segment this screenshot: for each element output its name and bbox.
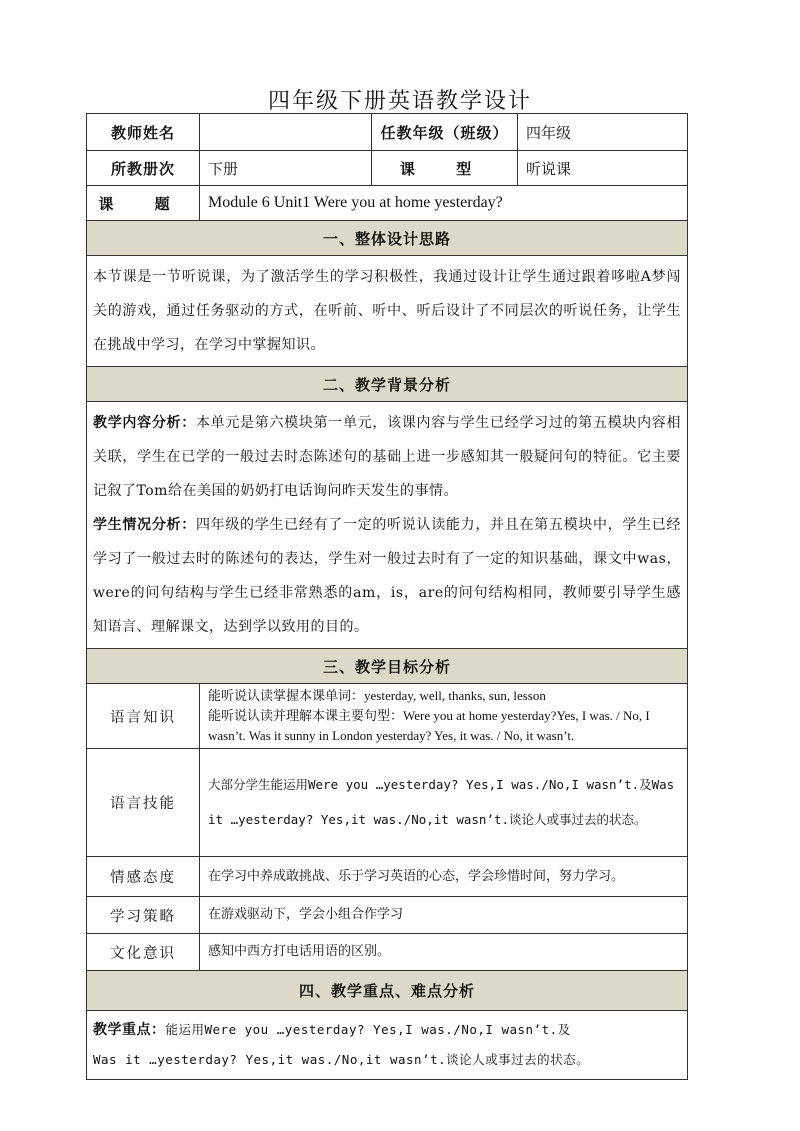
background-text <box>87 402 688 649</box>
design-text <box>87 256 688 367</box>
content-analysis-text: 本单元是第六模块第一单元，该课内容与学生已经学习过的第五模块内容相关联，学生在已学的一般过去时态陈述句的基础上进一步感知其一般疑问句的特征。它主要记叙了Tom给在美国的奶奶打电话询问昨天发生的事情。 <box>93 415 681 499</box>
goal-value-strategy: 在游戏驱动下，学会小组合作学习 <box>200 897 688 934</box>
goal-label-knowledge: 语言知识 <box>87 684 200 749</box>
content-analysis-label: 教学内容分析： <box>93 415 196 431</box>
section-heading-background: 二、教学背景分析 <box>87 367 688 402</box>
document-title: 四年级下册英语教学设计 <box>267 89 532 114</box>
type-value: 听说课 <box>518 151 688 186</box>
topic-value: Module 6 Unit1 Were you at home yesterday? <box>200 186 688 221</box>
lesson-plan-table <box>86 113 688 1080</box>
design-paragraph: 本节课是一节听说课，为了激活学生的学习积极性，我通过设计让学生通过跟着哆啦A梦闯关的游戏，通过任务驱动的方式，在听前、听中、听后设计了不同层次的听说任务，让学生在挑战中学习，在学习中掌握知识。 <box>93 269 681 353</box>
info-row-topic <box>87 186 688 221</box>
focus-line-2: Was it …yesterday? Yes,it was./No,it wasn’t.谈论人或事过去的状态。 <box>93 1052 590 1067</box>
section-heading-design: 一、整体设计思路 <box>87 221 688 256</box>
student-analysis-label: 学生情况分析： <box>93 517 196 533</box>
info-row-teacher <box>87 114 688 151</box>
grade-label: 任教年级（班级） <box>372 114 518 151</box>
topic-label: 课 题 <box>87 186 200 221</box>
teacher-value <box>200 114 372 151</box>
content-analysis <box>93 406 681 508</box>
goal-row-attitude <box>87 857 688 897</box>
focus-label: 教学重点： <box>93 1022 166 1038</box>
student-analysis <box>93 508 681 644</box>
focus-line-1 <box>93 1015 681 1045</box>
goal-label-attitude: 情感态度 <box>87 857 200 897</box>
goal-row-culture <box>87 934 688 971</box>
goal-row-skills <box>87 749 688 857</box>
type-label: 课 型 <box>372 151 518 186</box>
info-row-volume <box>87 151 688 186</box>
volume-value: 下册 <box>200 151 372 186</box>
goal-row-knowledge <box>87 684 688 749</box>
grade-value: 四年级 <box>518 114 688 151</box>
goal-value-culture: 感知中西方打电话用语的区别。 <box>200 934 688 971</box>
goal-value-attitude: 在学习中养成敢挑战、乐于学习英语的心态，学会珍惜时间，努力学习。 <box>200 857 688 897</box>
section-heading-goals: 三、教学目标分析 <box>87 649 688 684</box>
goal-skills-text: 大部分学生能运用Were you …yesterday? Yes,I was./No,I wasn’t.及Was it …yesterday? Yes,it was./No,it wasn’t.谈论人或事过去的状态。 <box>208 776 675 827</box>
goal-value-skills <box>200 749 688 857</box>
volume-label: 所教册次 <box>87 151 200 186</box>
teacher-label: 教师姓名 <box>87 114 200 151</box>
student-analysis-text: 四年级的学生已经有了一定的听说认读能力，并且在第五模块中，学生已经学习了一般过去时的陈述句的表达，学生对一般过去时有了一定的知识基础，课文中was，were的问句结构与学生已经非常熟悉的am，is，are的问句结构相同，教师要引导学生感知语言、理解课文，达到学以致用的目的。 <box>93 517 681 635</box>
focus-line1-text: 能运用Were you …yesterday? Yes,I was./No,I wasn’t.及 <box>165 1022 571 1037</box>
section-heading-focus: 四、教学重点、难点分析 <box>87 971 688 1011</box>
goal-value-knowledge <box>200 684 688 749</box>
goal-knowledge-line1: 能听说认读掌握本课单词：yesterday, well, thanks, sun, lesson <box>208 688 546 703</box>
goal-row-strategy <box>87 897 688 934</box>
goal-label-skills: 语言技能 <box>87 749 200 857</box>
goal-knowledge-line2: 能听说认读并理解本课主要句型：Were you at home yesterday?Yes, I was. / No, I wasn’t. Was it sunny in London yesterday? Yes, it was. / No, it wasn’t. <box>208 708 650 743</box>
goal-label-culture: 文化意识 <box>87 934 200 971</box>
goal-label-strategy: 学习策略 <box>87 897 200 934</box>
focus-text <box>87 1011 688 1080</box>
